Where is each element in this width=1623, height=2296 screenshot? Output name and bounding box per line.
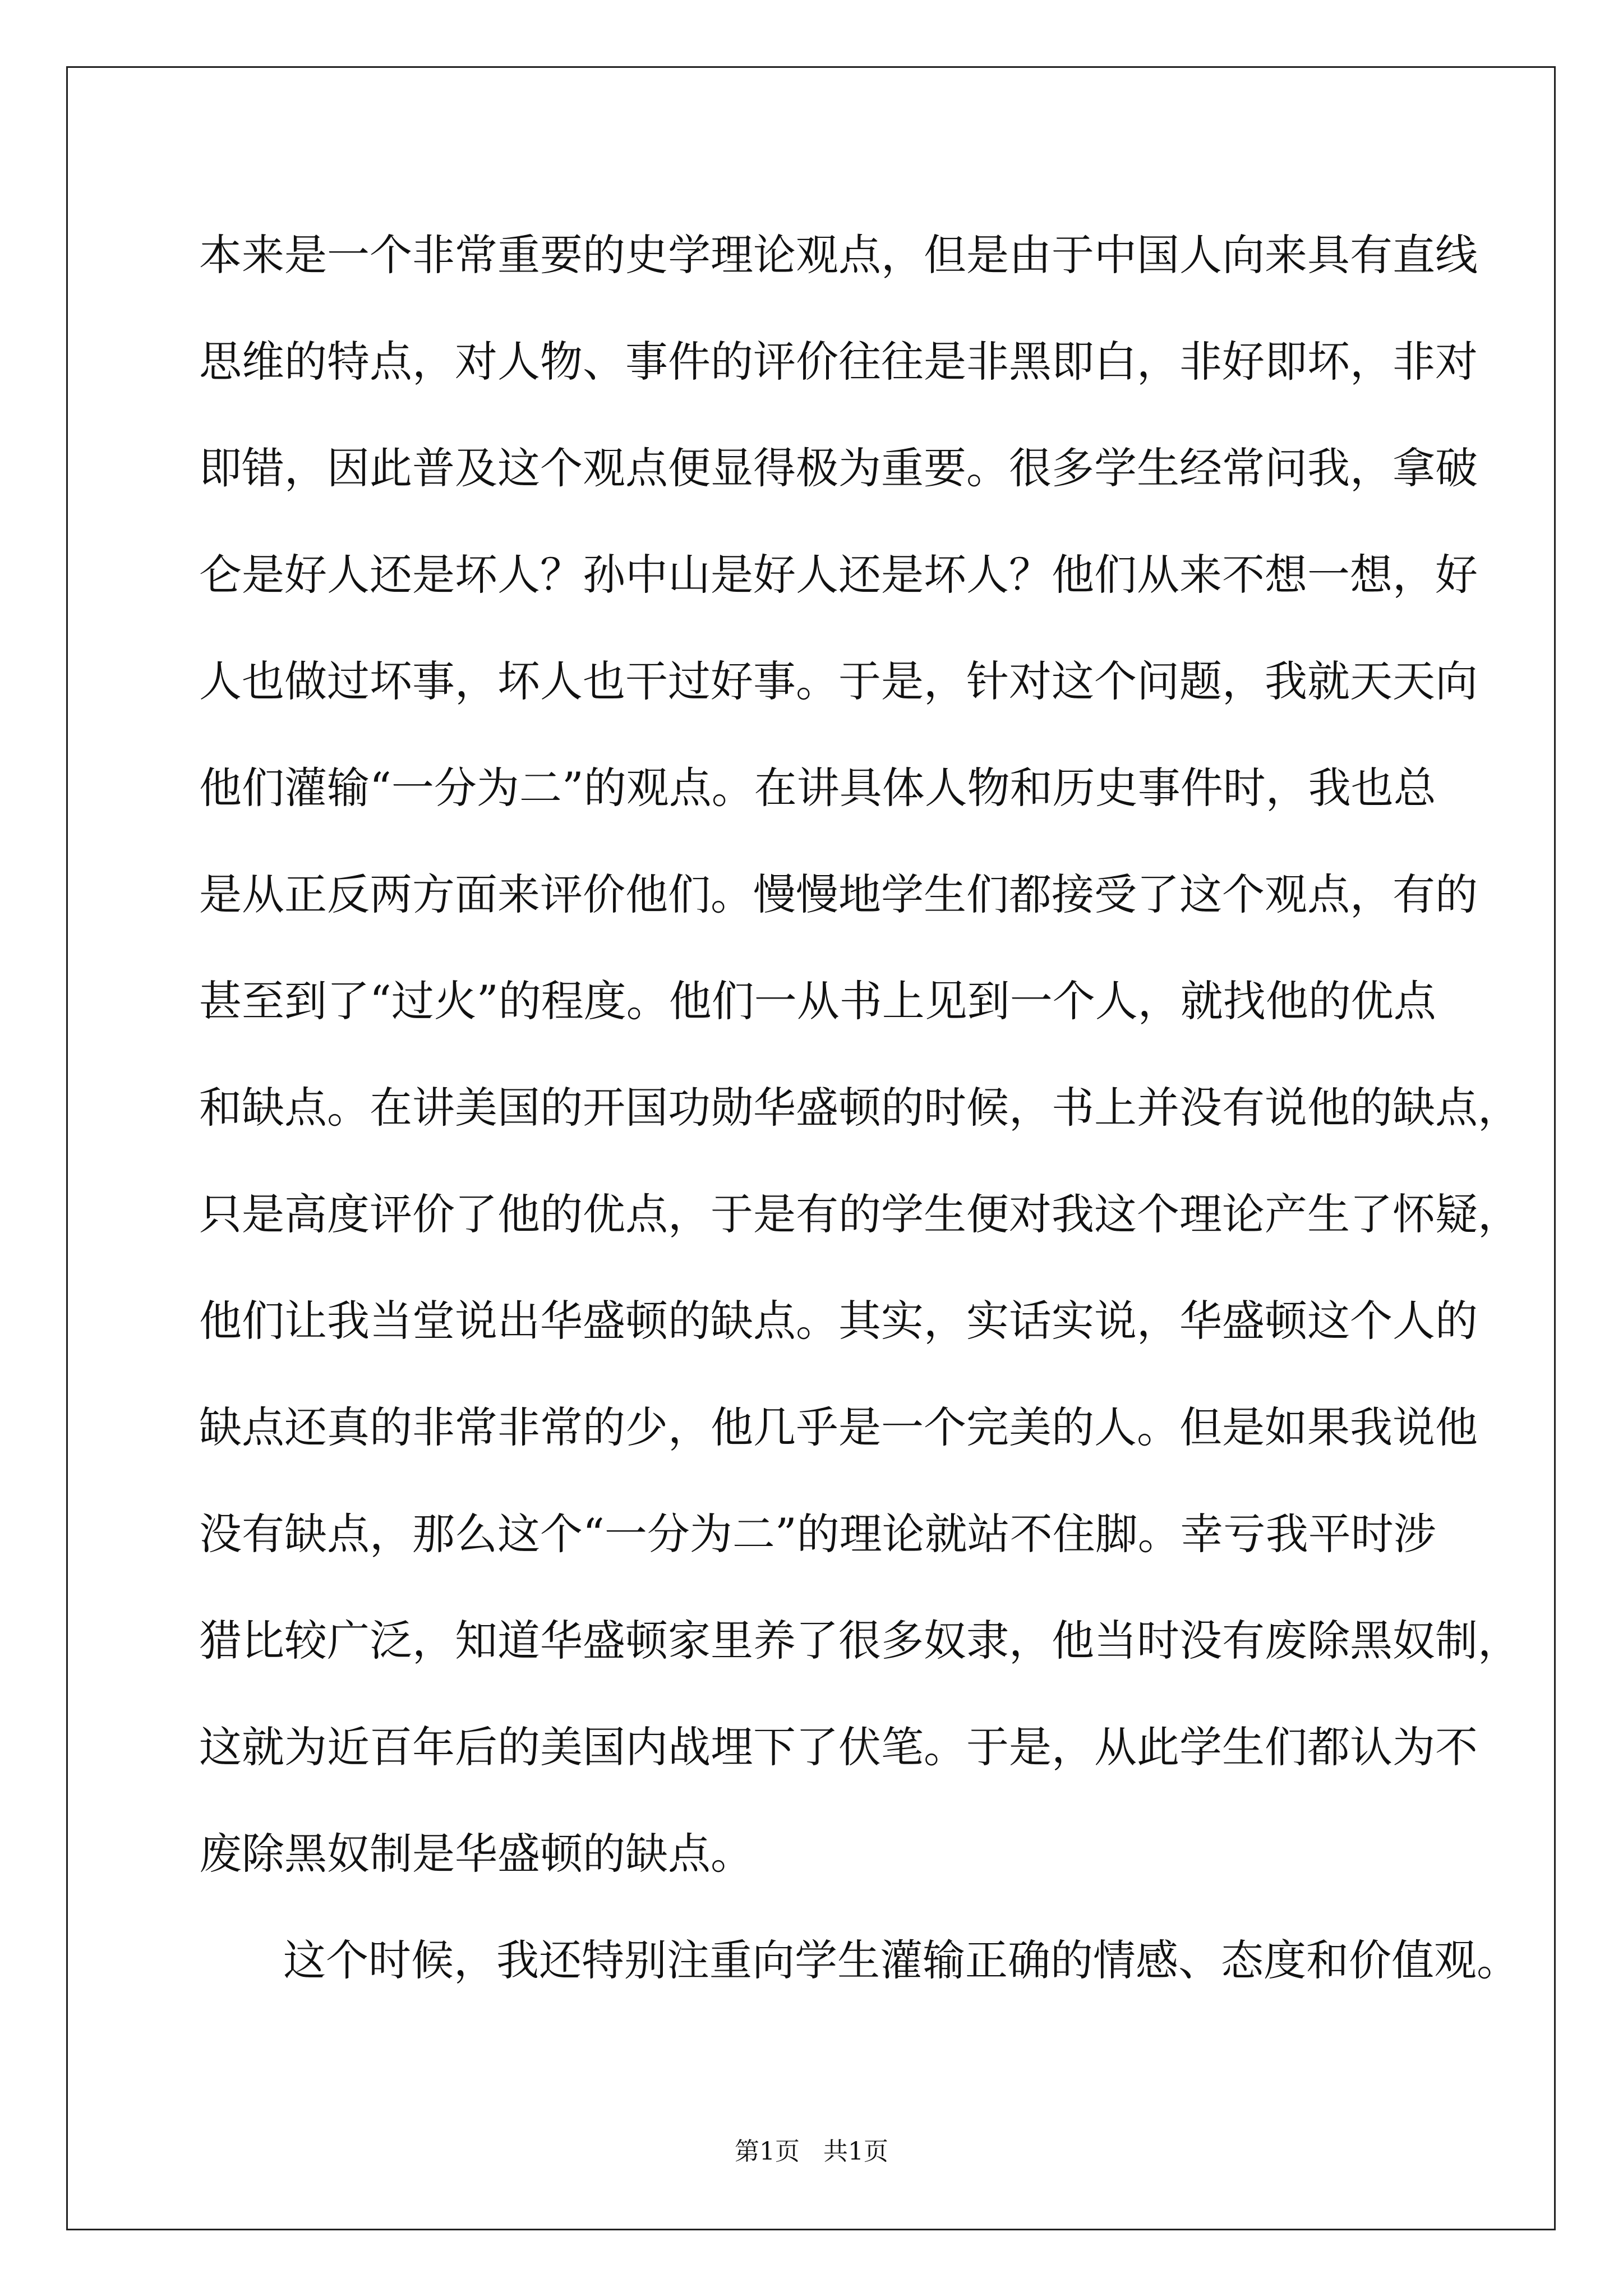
page-total: 共1页 <box>823 2137 888 2166</box>
text-line: 他们让我当堂说出华盛顿的缺点。其实，实话实说，华盛顿这个人的 <box>199 1296 1478 1346</box>
text-line: 废除黑奴制是华盛顿的缺点。 <box>199 1829 753 1879</box>
text-line: 人也做过坏事，坏人也干过好事。于是，针对这个问题，我就天天向 <box>199 656 1478 706</box>
text-line: 猎比较广泛，知道华盛顿家里养了很多奴隶，他当时没有废除黑奴制， <box>199 1616 1520 1665</box>
page-border <box>66 66 1556 2230</box>
text-line: 没有缺点，那么这个“一分为二”的理论就站不住脚。幸亏我平时涉 <box>199 1509 1436 1559</box>
text-line: 即错，因此普及这个观点便显得极为重要。很多学生经常问我，拿破 <box>199 443 1478 493</box>
text-line: 仑是好人还是坏人？孙中山是好人还是坏人？他们从来不想一想，好 <box>199 550 1478 600</box>
text-line: 本来是一个非常重要的史学理论观点，但是由于中国人向来具有直线 <box>199 230 1478 280</box>
text-line: 他们灌输“一分为二”的观点。在讲具体人物和历史事件时，我也总 <box>199 763 1436 813</box>
text-line: 这就为近百年后的美国内战埋下了伏笔。于是，从此学生们都认为不 <box>199 1722 1478 1772</box>
text-line: 思维的特点，对人物、事件的评价往往是非黑即白，非好即坏，非对 <box>199 337 1478 386</box>
page-footer <box>0 2135 1623 2169</box>
text-line: 缺点还真的非常非常的少，他几乎是一个完美的人。但是如果我说他 <box>199 1402 1478 1452</box>
text-line: 只是高度评价了他的优点，于是有的学生便对我这个理论产生了怀疑， <box>199 1189 1520 1239</box>
text-line: 甚至到了“过火”的程度。他们一从书上见到一个人，就找他的优点 <box>199 976 1436 1026</box>
paragraph-first-line: 这个时候，我还特别注重向学生灌输正确的情感、态度和价值观。 <box>283 1935 1519 1985</box>
text-line: 是从正反两方面来评价他们。慢慢地学生们都接受了这个观点，有的 <box>199 869 1478 919</box>
page-number: 第1页 <box>735 2137 800 2166</box>
text-line: 和缺点。在讲美国的开国功勋华盛顿的时候，书上并没有说他的缺点， <box>199 1083 1520 1133</box>
